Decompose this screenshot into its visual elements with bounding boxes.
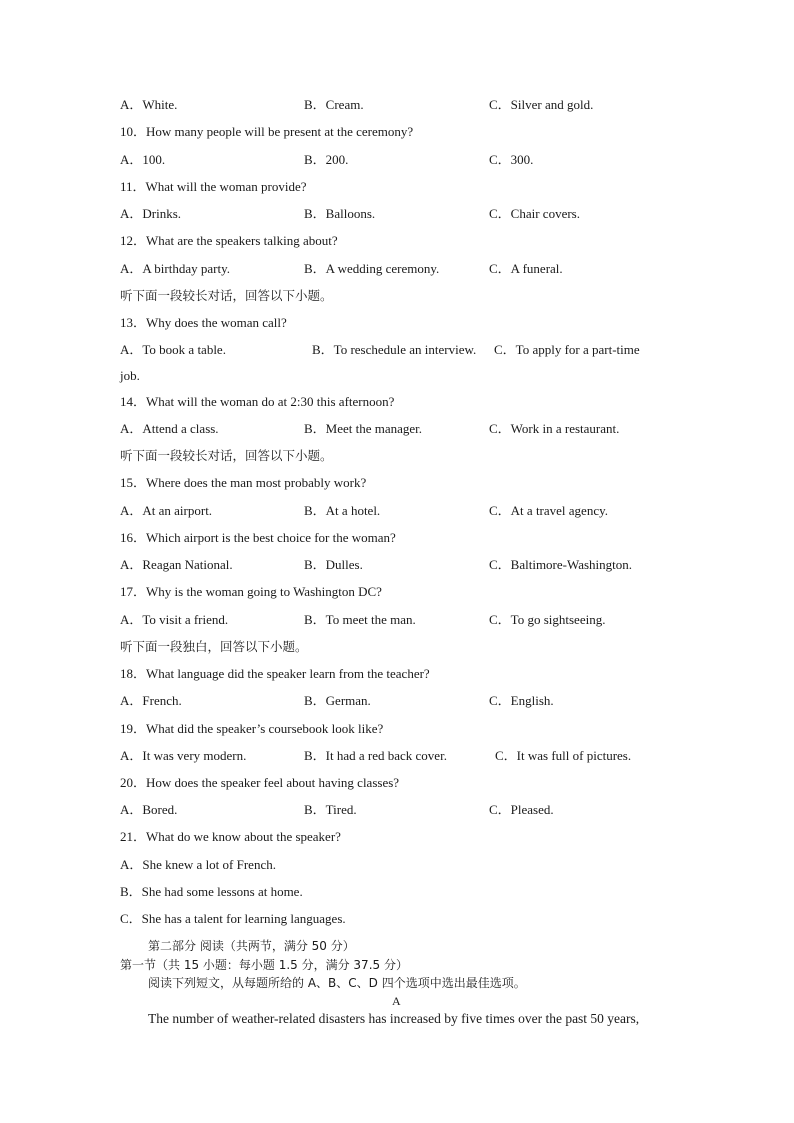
q21-option-a: A．She knew a lot of French.	[120, 857, 276, 872]
q11-option-c: C．Chair covers.	[489, 206, 580, 221]
q9-option-b: B．Cream.	[304, 97, 364, 112]
q16-question: 16．Which airport is the best choice for the woman?	[120, 530, 396, 545]
q21-question: 21．What do we know about the speaker?	[120, 829, 341, 844]
q15-option-a: A．At an airport.	[120, 503, 213, 518]
q17-question: 17．Why is the woman going to Washington DC?	[120, 584, 382, 599]
q16-option-a: A．Reagan National.	[120, 557, 233, 572]
q12-option-c: C．A funeral.	[489, 261, 563, 276]
q18-question: 18．What language did the speaker learn from the teacher?	[120, 666, 430, 681]
q18-option-c: C．English.	[489, 693, 554, 708]
q18-option-a: A．French.	[120, 693, 182, 708]
q12-question: 12．What are the speakers talking about?	[120, 233, 338, 248]
passage-first-line: The number of weather-related disasters has increased by five times over the past 50 years,	[148, 1011, 640, 1026]
passage-label: A	[392, 994, 401, 1008]
q19-question: 19．What did the speaker’s coursebook look like?	[120, 721, 384, 736]
q10-question: 10．How many people will be present at the ceremony?	[120, 124, 414, 139]
q11-option-a: A．Drinks.	[120, 206, 182, 221]
listening-instruction: 听下面一段独白，回答以下小题。	[120, 639, 308, 654]
q13-option-b: B．To reschedule an interview.	[312, 342, 477, 357]
q16-option-c: C．Baltimore-Washington.	[489, 557, 633, 572]
q21-option-b: B．She had some lessons at home.	[120, 884, 303, 899]
q17-option-a: A．To visit a friend.	[120, 612, 229, 627]
q11-option-b: B．Balloons.	[304, 206, 376, 221]
q14-option-c: C．Work in a restaurant.	[489, 421, 620, 436]
q16-option-b: B．Dulles.	[304, 557, 363, 572]
part2-title: 第二部分 阅读（共两节，满分 50 分）	[148, 939, 355, 953]
q17-option-b: B．To meet the man.	[304, 612, 416, 627]
q9-option-c: C．Silver and gold.	[489, 97, 594, 112]
q10-option-c: C．300.	[489, 152, 534, 167]
q14-question: 14．What will the woman do at 2:30 this afternoon?	[120, 394, 395, 409]
q19-option-c: C．It was full of pictures.	[495, 748, 632, 763]
q9-option-a: A．White.	[120, 97, 178, 112]
q20-option-a: A．Bored.	[120, 802, 178, 817]
q10-option-a: A．100.	[120, 152, 166, 167]
q20-question: 20．How does the speaker feel about having classes?	[120, 775, 400, 790]
q13-option-a: A．To book a table.	[120, 342, 226, 357]
q14-option-b: B．Meet the manager.	[304, 421, 423, 436]
q10-option-b: B．200.	[304, 152, 349, 167]
q13-option-c: C．To apply for a part-time	[494, 342, 640, 357]
q12-option-a: A．A birthday party.	[120, 261, 230, 276]
section1-title: 第一节（共 15 小题：每小题 1.5 分，满分 37.5 分）	[120, 958, 408, 972]
q19-option-a: A．It was very modern.	[120, 748, 247, 763]
q20-option-c: C．Pleased.	[489, 802, 554, 817]
q15-option-c: C．At a travel agency.	[489, 503, 608, 518]
q15-question: 15．Where does the man most probably work?	[120, 475, 367, 490]
listening-instruction: 听下面一段较长对话，回答以下小题。	[120, 288, 333, 303]
q13-question: 13．Why does the woman call?	[120, 315, 287, 330]
q20-option-b: B．Tired.	[304, 802, 357, 817]
q12-option-b: B．A wedding ceremony.	[304, 261, 440, 276]
q14-option-a: A．Attend a class.	[120, 421, 219, 436]
q11-question: 11．What will the woman provide?	[120, 179, 307, 194]
listening-instruction: 听下面一段较长对话，回答以下小题。	[120, 448, 333, 463]
reading-instruction: 阅读下列短文，从每题所给的 A、B、C、D 四个选项中选出最佳选项。	[148, 976, 526, 990]
q13-option-c-continued: job.	[120, 368, 140, 383]
q18-option-b: B．German.	[304, 693, 371, 708]
q15-option-b: B．At a hotel.	[304, 503, 381, 518]
q19-option-b: B．It had a red back cover.	[304, 748, 447, 763]
q21-option-c: C．She has a talent for learning languages.	[120, 911, 346, 926]
q17-option-c: C．To go sightseeing.	[489, 612, 606, 627]
